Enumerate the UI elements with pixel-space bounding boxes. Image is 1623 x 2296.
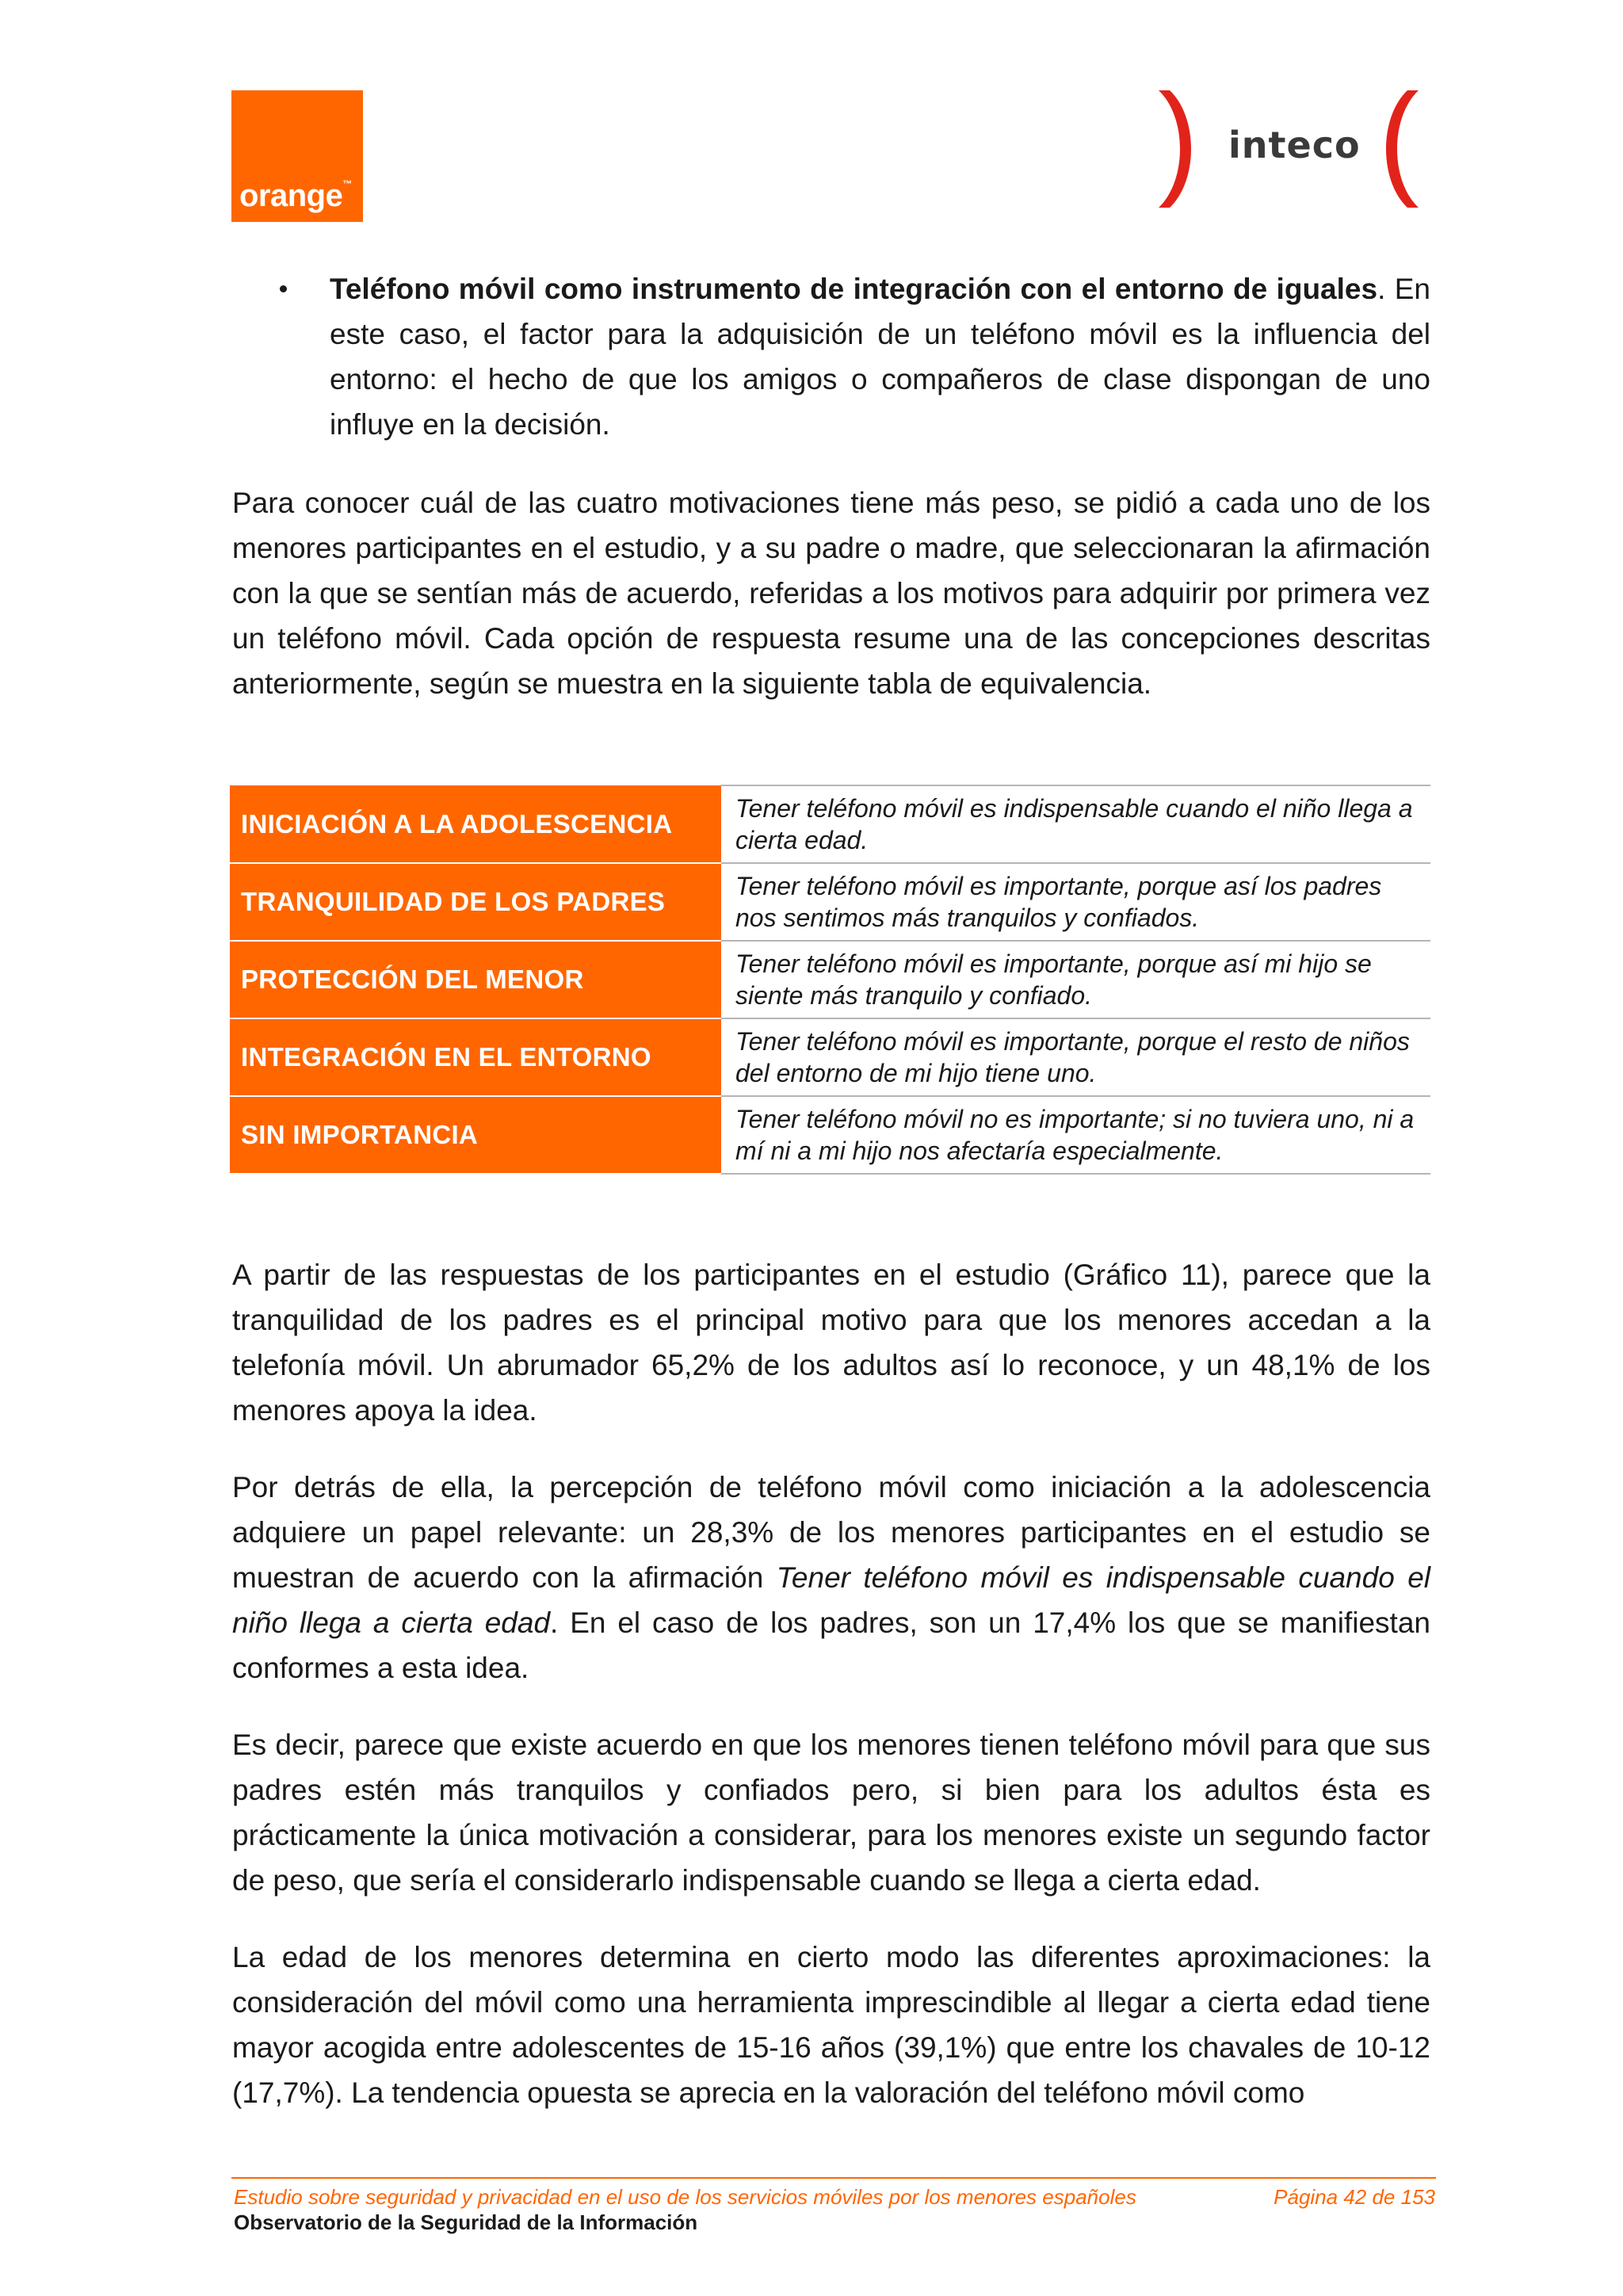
paragraph-text: La edad de los menores determina en cierto modo las diferentes aproximaciones: la consideración del móvil como una herramienta imprescindible al llegar a cierta edad tiene mayor acogida entre adolescentes de 15-16 años (39,1%) que entre los chavales de 10-12 (17,7%). La tendencia opuesta se aprecia en la valoración del teléfono móvil como [232,1941,1430,2109]
table-description-cell: Tener teléfono móvil es indispensable cuando el niño llega a cierta edad. [721,785,1430,863]
table-description-cell: Tener teléfono móvil no es importante; si no tuviera uno, ni a mí ni a mi hijo nos afectaría especialmente. [721,1096,1430,1174]
paragraph-text: Es decir, parece que existe acuerdo en que los menores tienen teléfono móvil para que sus padres estén más tranquilos y confiados pero, si bien para los adultos ésta es prácticamente la única motivación a considerar, para los menores existe un segundo factor de peso, que sería el considerarlo indispensable cuando se llega a cierta edad. [232,1729,1430,1897]
inteco-wordmark: inteco [1228,124,1361,166]
paragraph-adolescence [232,1465,1430,1690]
footer-organization: Observatorio de la Seguridad de la Información [234,2210,698,2234]
bullet-rest-text: . En este caso, el factor para la adquisición de un teléfono móvil es la influencia del entorno: el hecho de que los amigos o compañeros de clase dispongan de uno influye en la decisión. [330,273,1430,441]
bullet-bold-text: Teléfono móvil como instrumento de integración con el entorno de iguales [330,273,1378,305]
orange-logo [231,90,363,222]
inteco-logo [1149,86,1434,212]
paragraph-text-part: Por detrás de ella, la percepción de teléfono móvil como iniciación a la adolescencia adquiere un papel relevante: un 28,3% de los menores participantes en el estudio se muestran de acuerdo con la afirmación [232,1471,1430,1594]
quoted-statement: Tener teléfono móvil es indispensable cuando el niño llega a cierta edad [232,1561,1430,1639]
table-row [230,941,1430,1018]
equivalence-table [230,785,1430,1175]
table-row [230,863,1430,941]
table-row [230,785,1430,863]
table-description-cell: Tener teléfono móvil es importante, porque el resto de niños del entorno de mi hijo tiene uno. [721,1018,1430,1096]
paragraph-text: A partir de las respuestas de los participantes en el estudio (Gráfico 11), parece que la tranquilidad de los padres es el principal motivo para que los menores accedan a la telefonía móvil. Un abrumador 65,2% de los adultos así lo reconoce, y un 48,1% de los menores apoya la idea. [232,1259,1430,1427]
paragraph-text-part: . En el caso de los padres, son un 17,4% los que se manifiestan conformes a esta idea. [232,1606,1430,1684]
table-category-cell: SIN IMPORTANCIA [230,1096,721,1174]
footer-title: Estudio sobre seguridad y privacidad en el uso de los servicios móviles por los menores españoles [234,2185,1136,2209]
table-row [230,1018,1430,1096]
table-category-cell: INICIACIÓN A LA ADOLESCENCIA [230,785,721,863]
footer-divider [231,2177,1436,2179]
paragraph-age [232,1935,1430,2115]
paragraph-results [232,1252,1430,1433]
bullet-text [330,266,1430,447]
paragraph-text: Para conocer cuál de las cuatro motivaciones tiene más peso, se pidió a cada uno de los menores participantes en el estudio, y a su padre o madre, que seleccionaran la afirmación con la que se sentían más de acuerdo, referidas a los motivos para adquirir por primera vez un teléfono móvil. Cada opción de respuesta resume una de las concepciones descritas anteriormente, según se muestra en la siguiente tabla de equivalencia. [232,487,1430,700]
table-category-cell: PROTECCIÓN DEL MENOR [230,941,721,1018]
table-category-cell: TRANQUILIDAD DE LOS PADRES [230,863,721,941]
table-category-cell: INTEGRACIÓN EN EL ENTORNO [230,1018,721,1096]
bullet-dot-icon [280,285,287,292]
bullet-item [232,266,1430,447]
paragraph-text [232,1465,1430,1690]
table-description-cell: Tener teléfono móvil es importante, porque así mi hijo se siente más tranquilo y confiado. [721,941,1430,1018]
table-row [230,1096,1430,1174]
orange-wordmark: orange™ [239,178,352,213]
paragraph-agreement [232,1722,1430,1903]
page-number: Página 42 de 153 [1274,2185,1435,2209]
table-description-cell: Tener teléfono móvil es importante, porque así los padres nos sentimos más tranquilos y confiados. [721,863,1430,941]
paragraph-intro [232,480,1430,706]
